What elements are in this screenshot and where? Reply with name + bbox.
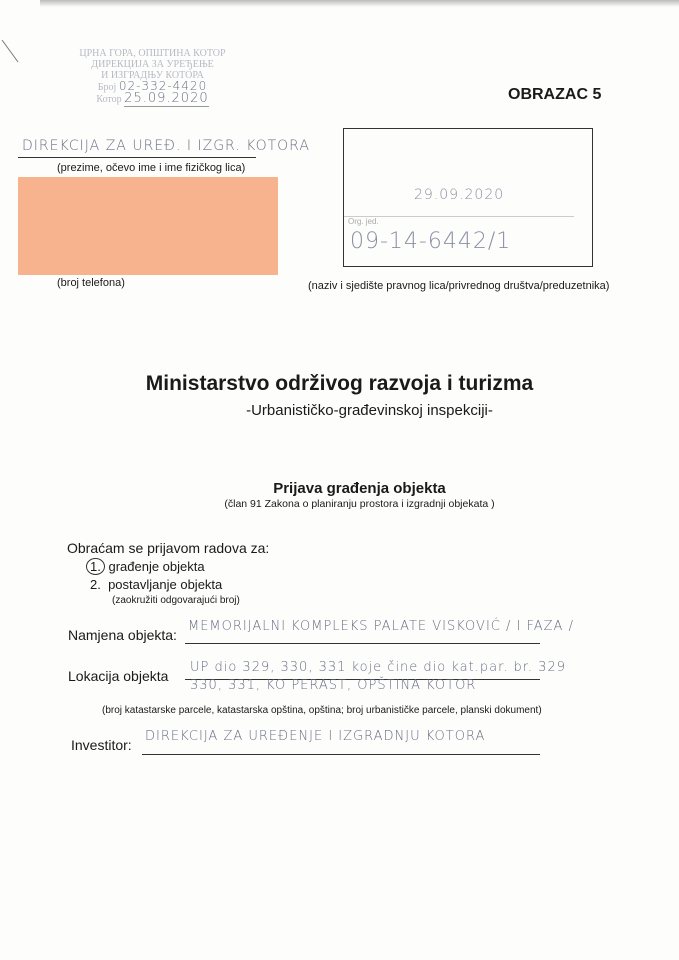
name-caption: (prezime, očevo ime i ime fizičkog lica) (57, 162, 246, 174)
form-title: Prijava građenja objekta (273, 480, 446, 497)
form-subtitle: (član 91 Zakona o planiranju prostora i izgradnji objekata ) (224, 498, 495, 510)
option-2 (90, 577, 222, 592)
investor-value: DIREKCIJA ZA UREĐENJE I IZGRADNJU KOTORA (145, 729, 486, 744)
intro-text: Obraćam se prijavom radova za: (67, 540, 270, 556)
pen-mark (0, 38, 25, 68)
inspection-subtitle: -Urbanističko-građevinskoj inspekciji- (246, 402, 493, 419)
option-label: postavljanje objekta (108, 577, 223, 592)
stamp-line: И ИЗГРАДЊУ КОТОРА (101, 70, 204, 81)
name-line (18, 157, 256, 158)
redacted-area (18, 177, 278, 275)
stamp-line: ДИРЕКЦИЈА ЗА УРЕЂЕЊЕ (91, 59, 214, 70)
location-value-continued: 330, 331, KO PERAST, OPŠTINA KOTOR (190, 678, 477, 693)
receipt-number: 09-14-6442/1 (350, 229, 512, 254)
investor-line (142, 754, 540, 755)
scan-edge (40, 0, 679, 7)
stamp-date: 25.09.2020 (124, 91, 209, 106)
receipt-date: 29.09.2020 (414, 187, 505, 203)
option-1 (86, 558, 205, 575)
location-label: Lokacija objekta (68, 668, 169, 684)
stamp-number: 02-332-4420 (118, 79, 208, 93)
legal-entity-caption: (naziv i sjedište pravnog lica/privrednog društva/preduzetnika) (308, 280, 610, 292)
stamp-line: ЦРНА ГОРА, ОПШТИНА КОТОР (79, 48, 226, 59)
applicant-name: DIREKCIJA ZA UREĐ. I IZGR. KOTORA (22, 138, 310, 154)
purpose-line (185, 643, 540, 644)
option-label: građenje objekta (108, 559, 205, 574)
location-note: (broj katastarske parcele, katastarska opština, opština; broj urbanističke parcele, planski dokument) (102, 705, 542, 716)
ministry-title: Ministarstvo održivog razvoja i turizma (145, 372, 534, 395)
investor-label: Investitor: (71, 737, 132, 753)
receipt-stamp-box (343, 128, 593, 267)
option-number-circled: 1. (86, 558, 105, 575)
purpose-value: MEMORIJALNI KOMPLEKS PALATE VISKOVIĆ / I FAZA / (188, 619, 574, 634)
option-number: 2. (90, 577, 101, 592)
receipt-org-label: Org. jed. (348, 217, 379, 226)
stamp-label: Котор (96, 94, 122, 105)
location-value: UP dio 329, 330, 331 koje čine dio kat.par. br. 329 (190, 660, 566, 675)
registry-stamp (55, 48, 250, 105)
stamp-label: Број (97, 82, 117, 93)
phone-caption: (broj telefona) (57, 277, 125, 289)
options-note: (zaokružiti odgovarajući broj) (112, 595, 240, 606)
purpose-label: Namjena objekta: (68, 627, 177, 643)
form-number: OBRAZAC 5 (508, 86, 602, 103)
